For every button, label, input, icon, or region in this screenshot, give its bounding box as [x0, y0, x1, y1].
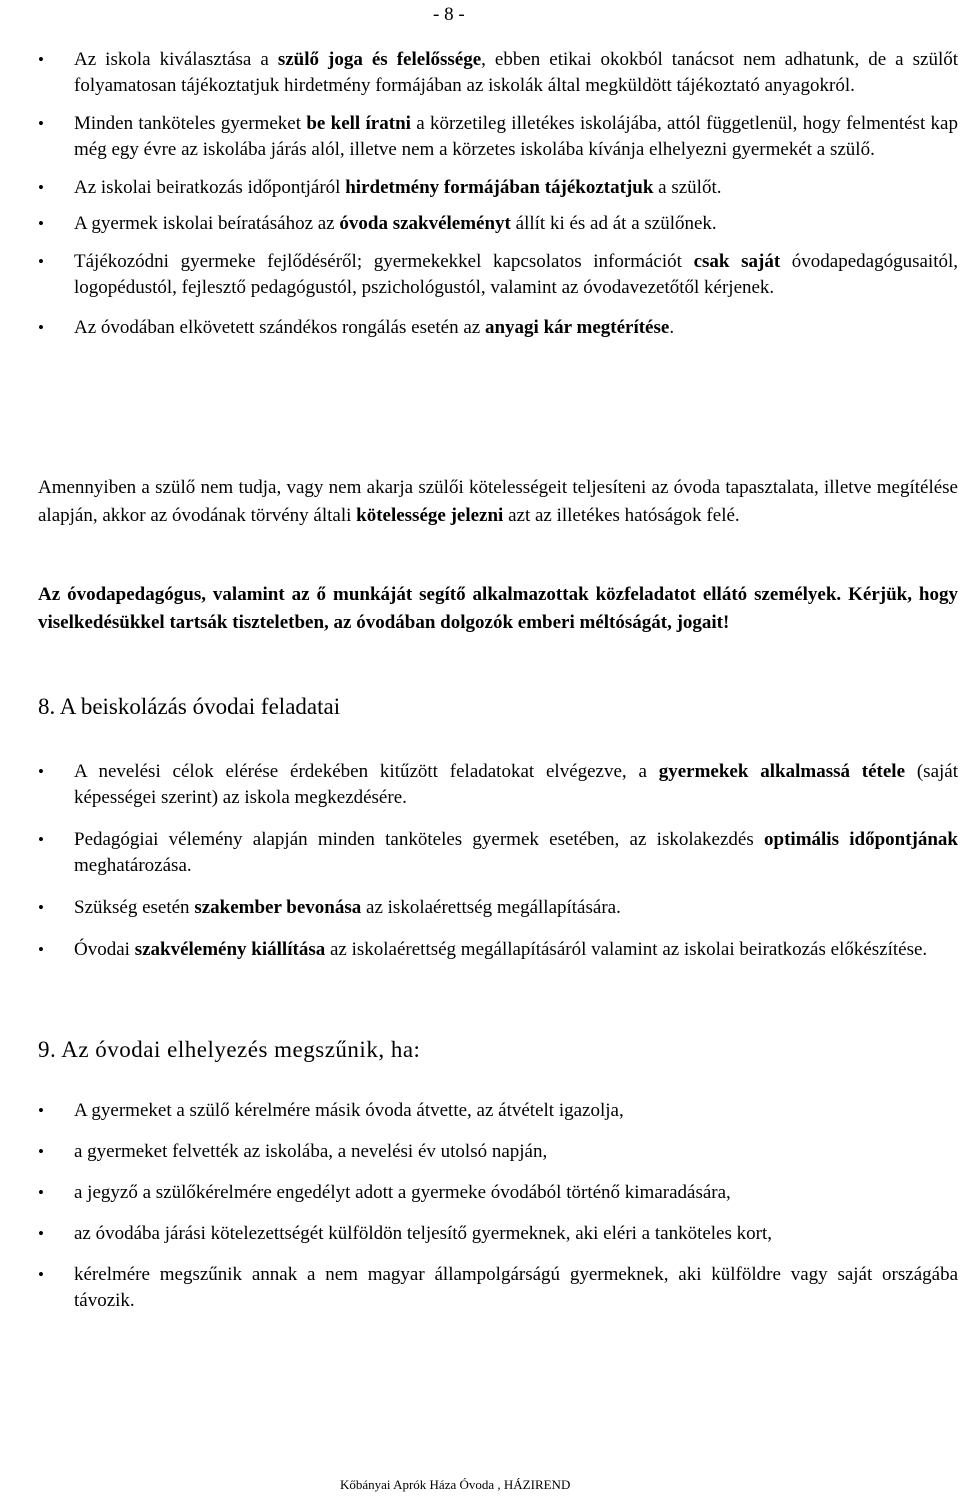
termination-section — [38, 1098, 958, 1314]
bold-text: anyagi kár megtérítése — [484, 317, 670, 338]
list-item — [38, 249, 958, 301]
text-run: az óvodába járási kötelezettségét külföldön teljesítő gyermeknek, aki eléri a tanköteles kort, — [74, 1223, 772, 1244]
bold-text: szakvélemény kiállítása — [134, 939, 326, 960]
text-run: . — [669, 317, 675, 338]
text-run: Óvodai — [74, 939, 135, 960]
text-run: állít ki és ad át a szülőnek. — [510, 213, 717, 234]
section-8-heading-wrap — [38, 692, 958, 722]
rights-duties-section — [38, 47, 958, 341]
bold-text: be kell íratni — [306, 113, 411, 134]
bullet-list-tasks — [38, 759, 958, 963]
text-run: óvodapedagógusaitól, logopédustól, fejlesztő pedagógustól, pszichológustól, valamint az óvodavezetőtől kérjenek. — [74, 251, 959, 298]
paragraph-public-duty — [38, 581, 958, 637]
text-run: Az óvodában elkövetett szándékos rongálás esetén az — [74, 317, 485, 338]
list-item — [38, 827, 958, 879]
bold-text: szakember bevonása — [194, 897, 362, 918]
text-run: Az iskola kiválasztása a — [74, 49, 278, 70]
text-run: azt az illetékes hatóságok felé. — [503, 505, 740, 526]
text-run: (saját képességei szerint) az iskola megkezdésére. — [74, 761, 958, 808]
list-item — [38, 315, 958, 341]
list-item — [38, 47, 958, 99]
text-run: meghatározása. — [74, 855, 192, 876]
list-item — [38, 937, 958, 963]
text-run: a körzetileg illetékes iskolájába, attól függetlenül, hogy felmentést kap még egy évre az iskolába járás alól, illetve nem a körzetes iskolába kívánja elhelyezni gyermekét a szülő. — [74, 113, 958, 160]
list-item — [38, 759, 958, 811]
bold-text: gyermekek alkalmassá tétele — [658, 761, 906, 782]
text-run: A nevelési célok elérése érdekében kitűzött feladatokat elvégezve, a — [74, 761, 659, 782]
text-run: kérelmére megszűnik annak a nem magyar állampolgárságú gyermeknek, aki külföldre vagy saját országába távozik. — [74, 1264, 958, 1311]
section-9-heading-wrap — [38, 1035, 958, 1065]
bold-text: óvoda szakvéleményt — [339, 213, 511, 234]
bold-text: optimális időpontjának — [764, 829, 958, 850]
bold-text: Az óvodapedagógus, valamint az ő munkáját segítő alkalmazottak közfeladatot ellátó személyek. Kérjük, hogy viselkedésükkel tartsák tiszteletben, az óvodában dolgozók emberi méltóságát, jogait! — [38, 584, 958, 633]
list-item — [38, 895, 958, 921]
bold-text: kötelessége jelezni — [356, 505, 504, 526]
page-footer: Kőbányai Aprók Háza Óvoda , HÁZIREND — [340, 1477, 571, 1492]
bullet-list-termination — [38, 1098, 958, 1314]
bold-text: szülő joga és felelőssége — [277, 49, 482, 70]
school-enrollment-section — [38, 759, 958, 963]
text-run: a gyermeket felvették az iskolába, a nevelési év utolsó napján, — [74, 1141, 548, 1162]
list-item — [38, 1139, 958, 1165]
text-run: , ebben etikai okokból tanácsot nem adhatunk, de a szülőt folyamatosan tájékoztatjuk hirdetmény formájában az iskolák által megküldött tájékoztató anyagokról. — [74, 49, 959, 96]
text-run: az iskolaérettség megállapítására. — [361, 897, 621, 918]
paragraph-text — [38, 474, 958, 530]
text-run: A gyermek iskolai beíratásához az — [74, 213, 340, 234]
list-item — [38, 1221, 958, 1247]
section-heading: 9. Az óvodai elhelyezés megszűnik, ha: — [38, 1037, 421, 1062]
text-run: az iskolaérettség megállapításáról valamint az iskolai beiratkozás előkészítése. — [325, 939, 928, 960]
page-number: - 8 - — [433, 4, 465, 25]
text-run: Az iskolai beiratkozás időpontjáról — [74, 177, 346, 198]
text-run: Tájékozódni gyermeke fejlődéséről; gyermekekkel kapcsolatos információt — [74, 251, 694, 272]
bold-text: csak saját — [693, 251, 781, 272]
list-item — [38, 1262, 958, 1314]
paragraph-obligation — [38, 474, 958, 530]
text-run: a jegyző a szülőkérelmére engedélyt adott a gyermeke óvodából történő kimaradására, — [74, 1182, 731, 1203]
text-run: Pedagógiai vélemény alapján minden tanköteles gyermek esetében, az iskolakezdés — [74, 829, 765, 850]
text-run: Amennyiben a szülő nem tudja, vagy nem akarja szülői kötelességeit teljesíteni az óvoda tapasztalata, illetve megítélése alapján, akkor az óvodának törvény általi — [38, 477, 958, 526]
section-heading: 8. A beiskolázás óvodai feladatai — [38, 694, 341, 719]
list-item — [38, 1180, 958, 1206]
list-item — [38, 111, 958, 163]
list-item — [38, 211, 958, 237]
bold-text: hirdetmény formájában tájékoztatjuk — [345, 177, 654, 198]
text-run: a szülőt. — [653, 177, 722, 198]
bullet-list-rights — [38, 47, 958, 341]
text-run: A gyermeket a szülő kérelmére másik óvoda átvette, az átvételt igazolja, — [74, 1100, 624, 1121]
list-item — [38, 175, 958, 201]
text-run: Szükség esetén — [74, 897, 195, 918]
text-run: Minden tanköteles gyermeket — [74, 113, 307, 134]
paragraph-text-bold — [38, 581, 958, 637]
list-item — [38, 1098, 958, 1124]
